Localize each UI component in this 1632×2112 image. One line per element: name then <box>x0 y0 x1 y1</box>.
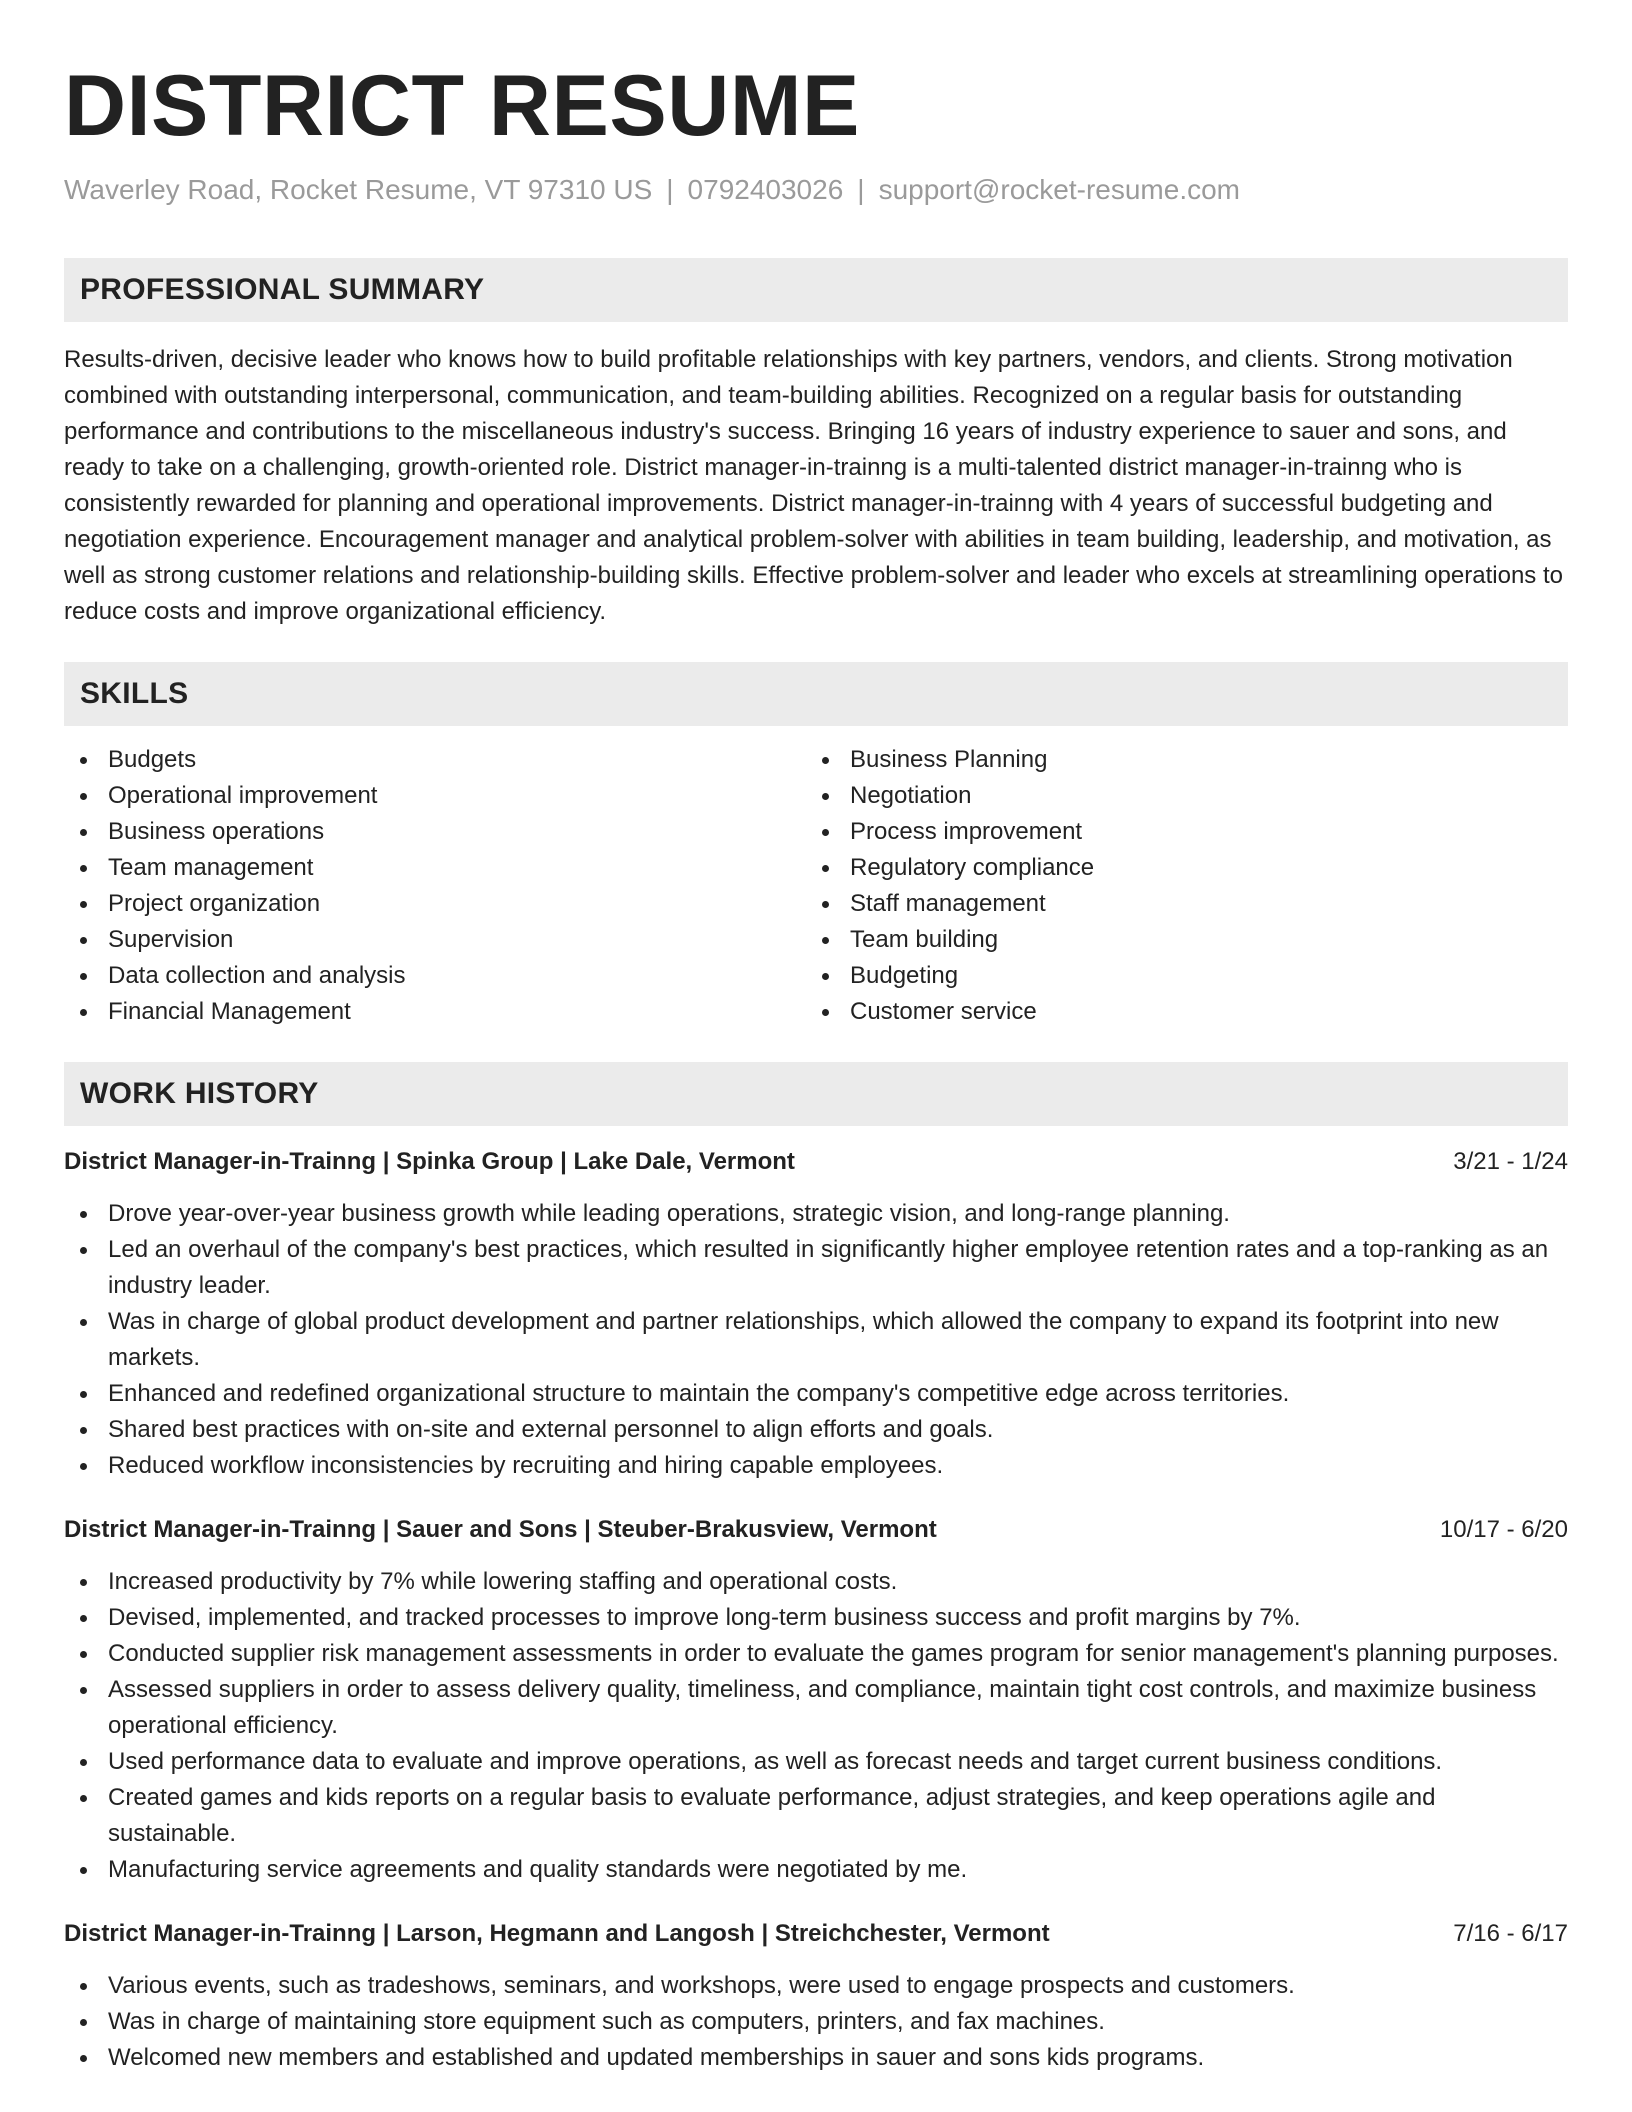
skill-item: Data collection and analysis <box>64 958 806 994</box>
job-bullet: Led an overhaul of the company's best practices, which resulted in significantly higher employee retention rates and a top-ranking as an industry leader. <box>64 1232 1568 1304</box>
job-bullet: Conducted supplier risk management assessments in order to evaluate the games program for senior management's planning purposes. <box>64 1636 1568 1672</box>
work-history-heading: WORK HISTORY <box>64 1062 1568 1126</box>
skill-item: Team management <box>64 850 806 886</box>
professional-summary-text: Results-driven, decisive leader who knows how to build profitable relationships with key partners, vendors, and clients. Strong motivation combined with outstanding interpersonal, communication, and team-building abilities. Recognized on a regular basis for outstanding performance and contributions to the miscellaneous industry's success. Bringing 16 years of industry experience to sauer and sons, and ready to take on a challenging, growth-oriented role. District manager-in-trainng is a multi-talented district manager-in-trainng who is consistently rewarded for planning and operational improvements. District manager-in-trainng with 4 years of successful budgeting and negotiation experience. Encouragement manager and analytical problem-solver with abilities in team building, leadership, and motivation, as well as strong customer relations and relationship-building skills. Effective problem-solver and leader who excels at streamlining operations to reduce costs and improve organizational efficiency. <box>64 346 1563 625</box>
professional-summary-heading: PROFESSIONAL SUMMARY <box>64 258 1568 322</box>
job-title: District Manager-in-Trainng | Spinka Group | Lake Dale, Vermont <box>64 1148 795 1175</box>
job-bullet: Enhanced and redefined organizational structure to maintain the company's competitive edge across territories. <box>64 1376 1568 1412</box>
skill-item: Staff management <box>806 886 1566 922</box>
job-bullet: Welcomed new members and established and updated memberships in sauer and sons kids programs. <box>64 2040 1568 2076</box>
job-bullet: Used performance data to evaluate and improve operations, as well as forecast needs and target current business conditions. <box>64 1744 1568 1780</box>
skills-list-right <box>806 742 1566 1030</box>
job-bullet: Shared best practices with on-site and external personnel to align efforts and goals. <box>64 1412 1568 1448</box>
skill-item: Regulatory compliance <box>806 850 1566 886</box>
contact-phone: 0792403026 <box>687 174 844 205</box>
job-entry <box>64 1916 1568 2076</box>
skill-item: Financial Management <box>64 994 806 1030</box>
job-entry <box>64 1512 1568 1888</box>
job-bullet: Devised, implemented, and tracked processes to improve long-term business success and profit margins by 7%. <box>64 1600 1568 1636</box>
job-bullets <box>64 1564 1568 1888</box>
contact-email: support@rocket-resume.com <box>878 174 1240 205</box>
job-header <box>64 1144 1568 1180</box>
job-dates: 10/17 - 6/20 <box>1439 1516 1568 1543</box>
skill-item: Business Planning <box>806 742 1566 778</box>
job-bullets <box>64 1968 1568 2076</box>
skill-item: Process improvement <box>806 814 1566 850</box>
contact-separator: | <box>857 174 865 205</box>
contact-separator: | <box>666 174 674 205</box>
job-bullets <box>64 1196 1568 1484</box>
job-bullet: Was in charge of global product development and partner relationships, which allowed the company to expand its footprint into new markets. <box>64 1304 1568 1376</box>
skill-item: Budgets <box>64 742 806 778</box>
skill-item: Business operations <box>64 814 806 850</box>
skill-item: Supervision <box>64 922 806 958</box>
job-bullet: Various events, such as tradeshows, seminars, and workshops, were used to engage prospects and customers. <box>64 1968 1568 2004</box>
job-header <box>64 1512 1568 1548</box>
skill-item: Team building <box>806 922 1566 958</box>
skills-grid <box>64 742 1568 1030</box>
job-bullet: Assessed suppliers in order to assess delivery quality, timeliness, and compliance, maintain tight cost controls, and maximize business operational efficiency. <box>64 1672 1568 1744</box>
job-bullet: Was in charge of maintaining store equipment such as computers, printers, and fax machines. <box>64 2004 1568 2040</box>
job-title: District Manager-in-Trainng | Sauer and Sons | Steuber-Brakusview, Vermont <box>64 1516 937 1543</box>
skill-item: Negotiation <box>806 778 1566 814</box>
skills-heading: SKILLS <box>64 662 1568 726</box>
job-title: District Manager-in-Trainng | Larson, Hegmann and Langosh | Streichchester, Vermont <box>64 1920 1050 1947</box>
skill-item: Customer service <box>806 994 1566 1030</box>
job-entry <box>64 1144 1568 1484</box>
skills-list-left <box>64 742 806 1030</box>
contact-line <box>64 172 1568 208</box>
job-bullet: Reduced workflow inconsistencies by recruiting and hiring capable employees. <box>64 1448 1568 1484</box>
job-bullet: Manufacturing service agreements and quality standards were negotiated by me. <box>64 1852 1568 1888</box>
contact-address: Waverley Road, Rocket Resume, VT 97310 US <box>64 174 653 205</box>
job-dates: 7/16 - 6/17 <box>1453 1920 1568 1947</box>
job-bullet: Drove year-over-year business growth while leading operations, strategic vision, and long-range planning. <box>64 1196 1568 1232</box>
job-bullet: Increased productivity by 7% while lowering staffing and operational costs. <box>64 1564 1568 1600</box>
resume-name: DISTRICT RESUME <box>64 58 860 154</box>
job-dates: 3/21 - 1/24 <box>1453 1148 1568 1175</box>
skill-item: Project organization <box>64 886 806 922</box>
job-bullet: Created games and kids reports on a regular basis to evaluate performance, adjust strategies, and keep operations agile and sustainable. <box>64 1780 1568 1852</box>
skill-item: Budgeting <box>806 958 1566 994</box>
job-header <box>64 1916 1568 1952</box>
skill-item: Operational improvement <box>64 778 806 814</box>
